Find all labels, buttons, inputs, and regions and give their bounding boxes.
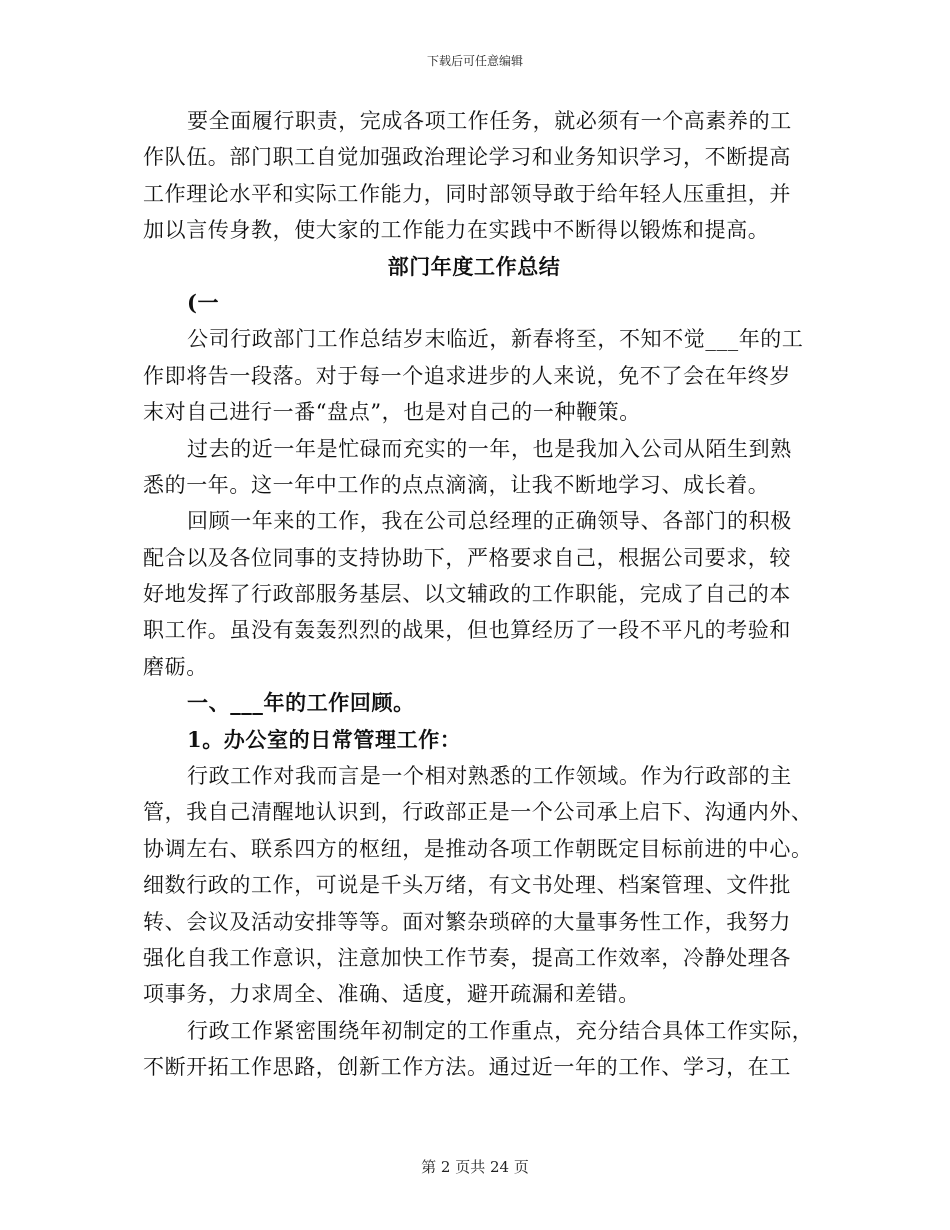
paragraph-line: 过去的近一年是忙碌而充实的一年，也是我加入公司从陌生到熟: [187, 436, 792, 461]
paragraph-line: 项事务，力求周全、准确、适度，避开疏漏和差错。: [143, 982, 640, 1007]
page-footer: 第 2 页共 24 页: [421, 1158, 529, 1176]
paragraph-line: 好地发挥了行政部服务基层、以文辅政的工作职能，完成了自己的本: [143, 582, 791, 607]
paragraph-line: 磨砺。: [143, 654, 208, 679]
paragraph-line: 细数行政的工作，可说是千头万绪，有文书处理、档案管理、文件批: [143, 873, 791, 898]
paragraph-line: 职工作。虽没有轰轰烈烈的战果，但也算经历了一段不平凡的考验和: [143, 618, 791, 643]
paragraph-line: 工作理论水平和实际工作能力，同时部领导敢于给年轻人压重担，并: [143, 181, 791, 206]
paragraph-line: 行政工作对我而言是一个相对熟悉的工作领域。作为行政部的主: [187, 764, 792, 789]
paragraph-line: 作队伍。部门职工自觉加强政治理论学习和业务知识学习，不断提高: [143, 145, 791, 170]
paragraph-line: 末对自己进行一番“盘点”，也是对自己的一种鞭策。: [143, 400, 641, 425]
paragraph-line: 协调左右、联系四方的枢纽，是推动各项工作朝既定目标前进的中心。: [143, 836, 813, 861]
section-title: 部门年度工作总结: [387, 253, 561, 279]
paragraph-line: 要全面履行职责，完成各项工作任务，就必须有一个高素养的工: [187, 109, 792, 133]
paragraph-line: 回顾一年来的工作，我在公司总经理的正确领导、各部门的积极: [187, 509, 792, 534]
paragraph-line: 转、会议及活动安排等等。面对繁杂琐碎的大量事务性工作，我努力: [143, 909, 791, 934]
paragraph-line: 加以言传身教，使大家的工作能力在实践中不断得以锻炼和提高。: [143, 218, 770, 243]
paragraph-line: 悉的一年。这一年中工作的点点滴滴，让我不断地学习、成长着。: [143, 472, 770, 497]
paragraph-line: 不断开拓工作思路，创新工作方法。通过近一年的工作、学习，在工: [143, 1055, 791, 1080]
document-body: [143, 103, 814, 1086]
section-heading: 一、___年的工作回顾。: [187, 690, 415, 716]
paragraph-line: 作即将告一段落。对于每一个追求进步的人来说，免不了会在年终岁: [143, 363, 791, 388]
paragraph-line: 强化自我工作意识，注意加快工作节奏，提高工作效率，冷静处理各: [143, 945, 791, 970]
subsection-marker: (一: [187, 289, 220, 315]
paragraph-line: 公司行政部门工作总结岁末临近，新春将至，不知不觉___年的工: [187, 327, 804, 352]
paragraph-line: 管，我自己清醒地认识到，行政部正是一个公司承上启下、沟通内外、: [143, 800, 813, 825]
paragraph-line: 配合以及各位同事的支持协助下，严格要求自己，根据公司要求，较: [143, 545, 791, 570]
page-header: 下载后可任意编辑: [426, 54, 523, 68]
subsection-heading: 1。办公室的日常管理工作：: [187, 726, 462, 752]
paragraph-line: 行政工作紧密围绕年初制定的工作重点，充分结合具体工作实际，: [187, 1018, 814, 1043]
